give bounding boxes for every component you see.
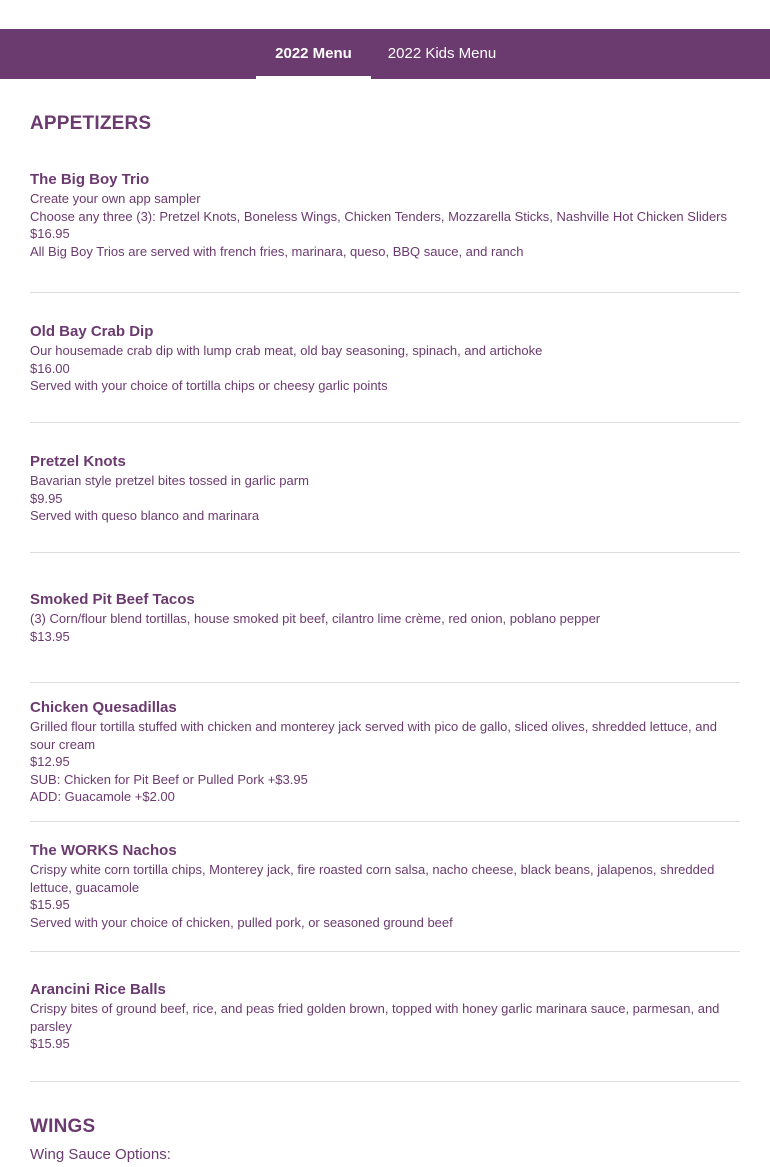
menu-item-name: Chicken Quesadillas xyxy=(30,699,177,716)
menu-item xyxy=(30,322,740,395)
menu-item xyxy=(30,452,740,525)
divider xyxy=(30,552,740,553)
menu-item-description: Crispy white corn tortilla chips, Monterey jack, fire roasted corn salsa, nacho cheese, black beans, jalapenos, shredded lettuce, guacamole xyxy=(30,862,715,895)
menu-item-price: $16.95 xyxy=(30,226,70,241)
menu-item-description: Crispy bites of ground beef, rice, and peas fried golden brown, topped with honey garlic marinara sauce, parmesan, and parsley xyxy=(30,1001,720,1034)
tab-2022-menu[interactable]: 2022 Menu xyxy=(256,29,371,79)
menu-item-price: $13.95 xyxy=(30,628,70,644)
divider xyxy=(30,422,740,423)
menu-item-note: Served with your choice of chicken, pulled pork, or seasoned ground beef xyxy=(30,914,453,930)
divider xyxy=(30,951,740,952)
menu-tabs xyxy=(0,29,770,79)
divider xyxy=(30,292,740,293)
menu-item xyxy=(30,698,740,806)
menu-item-name: Smoked Pit Beef Tacos xyxy=(30,591,195,608)
divider xyxy=(30,682,740,683)
menu-item-price: $9.95 xyxy=(30,490,63,506)
menu-item-note: Served with queso blanco and marinara xyxy=(30,508,260,523)
menu-item-price: $16.00 xyxy=(30,360,70,376)
menu-item xyxy=(30,590,740,645)
divider xyxy=(30,1081,740,1082)
menu-item xyxy=(30,841,740,931)
menu-item-description: (3) Corn/flour blend tortillas, house smoked pit beef, cilantro lime crème, red onion, poblano pepper xyxy=(30,611,601,626)
menu-item-description: Bavarian style pretzel bites tossed in garlic parm xyxy=(30,473,309,488)
menu-item-description: Choose any three (3): Pretzel Knots, Boneless Wings, Chicken Tenders, Mozzarella Sticks, Nashville Hot Chicken Sliders xyxy=(30,208,728,224)
menu-item-name: Old Bay Crab Dip xyxy=(30,323,154,340)
menu-item-name: Arancini Rice Balls xyxy=(30,981,166,998)
menu-item xyxy=(30,980,740,1053)
top-bar xyxy=(0,0,770,29)
divider xyxy=(30,821,740,822)
menu-item-description: Our housemade crab dip with lump crab meat, old bay seasoning, spinach, and artichoke xyxy=(30,343,543,358)
menu-item-name: The WORKS Nachos xyxy=(30,842,177,859)
menu-item xyxy=(30,170,740,260)
menu-item-note: Served with your choice of tortilla chips or cheesy garlic points xyxy=(30,378,388,393)
section-title-wings: WINGS xyxy=(30,1116,96,1137)
section-title-appetizers: APPETIZERS xyxy=(30,113,152,134)
menu-item-price: $15.95 xyxy=(30,897,70,912)
menu-item-note: SUB: Chicken for Pit Beef or Pulled Pork +$3.95 xyxy=(30,771,308,787)
menu-item-note: All Big Boy Trios are served with french fries, marinara, queso, BBQ sauce, and ranch xyxy=(30,243,524,259)
tab-2022-kids-menu[interactable]: 2022 Kids Menu xyxy=(387,45,497,62)
menu-item-price: $12.95 xyxy=(30,754,70,769)
menu-item-description: Create your own app sampler xyxy=(30,191,201,206)
menu-item-name: Pretzel Knots xyxy=(30,453,126,470)
wing-sauce-options-label: Wing Sauce Options: xyxy=(30,1146,171,1163)
menu-item-price: $15.95 xyxy=(30,1036,70,1051)
menu-item-description: Grilled flour tortilla stuffed with chicken and monterey jack served with pico de gallo, sliced olives, shredded lettuce, and sour cream xyxy=(30,719,717,752)
menu-item-note: ADD: Guacamole +$2.00 xyxy=(30,789,175,804)
menu-item-name: The Big Boy Trio xyxy=(30,171,150,188)
